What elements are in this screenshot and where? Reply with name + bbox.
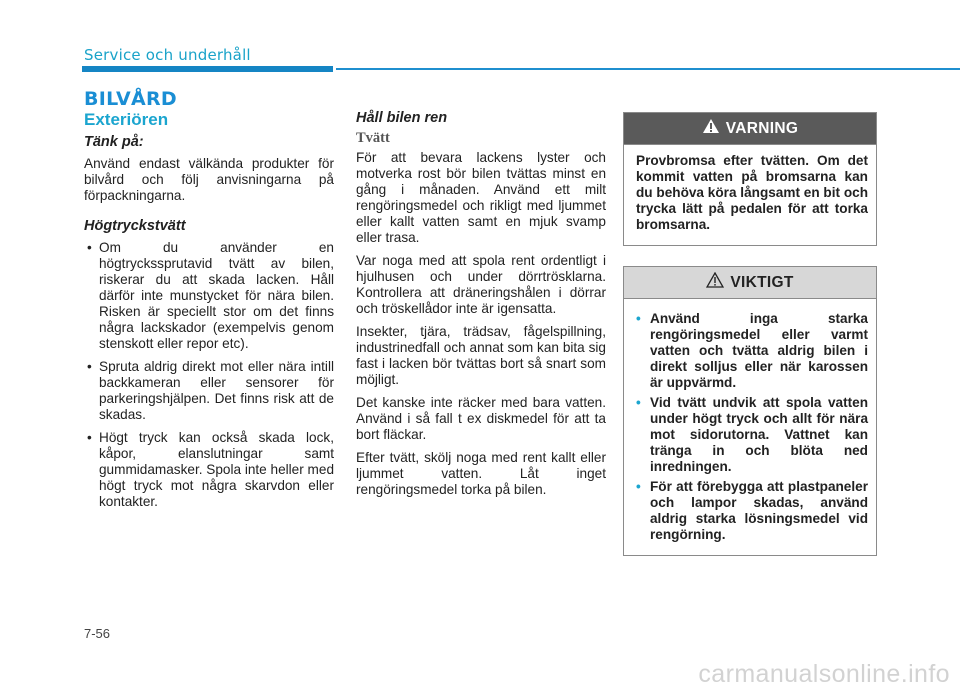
list-item: • Om du använder en högtryckssprutavid tvätt av bilen, riskerar du att skada lacken. Håll därför inte munstycket för nära bilen. Risken är speciellt stor om det finns några lackskador (exempelvis genom stenskott eller repor etc). [84,240,334,352]
middle-column [356,108,606,505]
keep-clean-heading: Håll bilen ren [356,110,448,126]
wash-paragraph: Insekter, tjära, trädsav, fågelspillning, industrinedfall och annat som kan bita sig fast i lacken bör tvättas bort så snart som möjligt. [356,324,606,387]
warning-header [624,113,876,145]
list-item: • Använd inga starka rengöringsmedel eller varmt vatten och tvätta aldrig bilen i direkt solljus eller när karossen är uppvärmd. [636,311,868,391]
list-item: • Vid tvätt undvik att spola vatten under högt tryck och allt för nära mot sidorutorna. Vattnet kan tränga in och blöta ned inredningen. [636,395,868,475]
wash-paragraph: Var noga med att spola rent ordentligt i hjulhusen och under dörrtrösklarna. Kontrollera att dräneringshålen i dörrar och tröskellådor inte är igensatta. [356,253,606,316]
intro-paragraph: Använd endast välkända produkter för bilvård och följ anvisningarna på förpackningarna. [84,156,334,203]
warning-triangle-icon [702,118,720,139]
wash-paragraph: För att bevara lackens lyster och motverka rost bör bilen tvättas minst en gång i månaden. Använd ett milt rengöringsmedel och rikligt med ljummet eller kallt vatten samt en mjuk svamp eller trasa. [356,150,606,245]
chapter-title: BILVÅRD [84,88,177,110]
note-subheading: Tänk på: [84,134,144,150]
header-rule [336,68,960,70]
list-item: • Högt tryck kan också skada lock, kåpor, elanslutningar samt gummidamasker. Spola inte heller med högt tryck mot några skarvdon eller kontakter. [84,430,334,510]
list-item: • Spruta aldrig direkt mot eller nära intill backkameran eller sensorer för parkeringshjälpen. Det finns risk att de skadas. [84,359,334,423]
left-column [84,108,334,517]
important-body [624,299,876,555]
header-bar [82,66,333,72]
exterior-heading: Exteriören [84,110,169,129]
watermark: carmanualsonline.info [698,660,950,688]
wash-subheading: Tvätt [356,130,390,146]
pressure-wash-list [84,240,334,510]
important-header [624,267,876,299]
important-label: VIKTIGT [730,273,794,291]
list-item: • För att förebygga att plastpaneler och lampor skadas, använd aldrig starka lösningsmedel vid rengörning. [636,479,868,543]
pressure-wash-subheading: Högtryckstvätt [84,218,186,234]
important-box [623,266,877,556]
page-number: 7-56 [84,626,111,641]
warning-label: VARNING [725,119,799,137]
wash-paragraph: Det kanske inte räcker med bara vatten. Använd i så fall t ex diskmedel för att ta bort fläckar. [356,395,606,442]
warning-box [623,112,877,246]
warning-body [624,145,876,241]
wash-paragraph: Efter tvätt, skölj noga med rent kallt eller ljummet vatten. Låt inget rengöringsmedel torka på bilen. [356,450,606,497]
important-list [636,311,868,543]
section-title: Service och underhåll [84,46,251,64]
warning-text: Provbromsa efter tvätten. Om det kommit vatten på bromsarna kan du behöva köra långsamt en bit och trycka lätt på pedalen för att torka bromsarna. [636,153,868,232]
caution-triangle-icon [706,272,724,293]
